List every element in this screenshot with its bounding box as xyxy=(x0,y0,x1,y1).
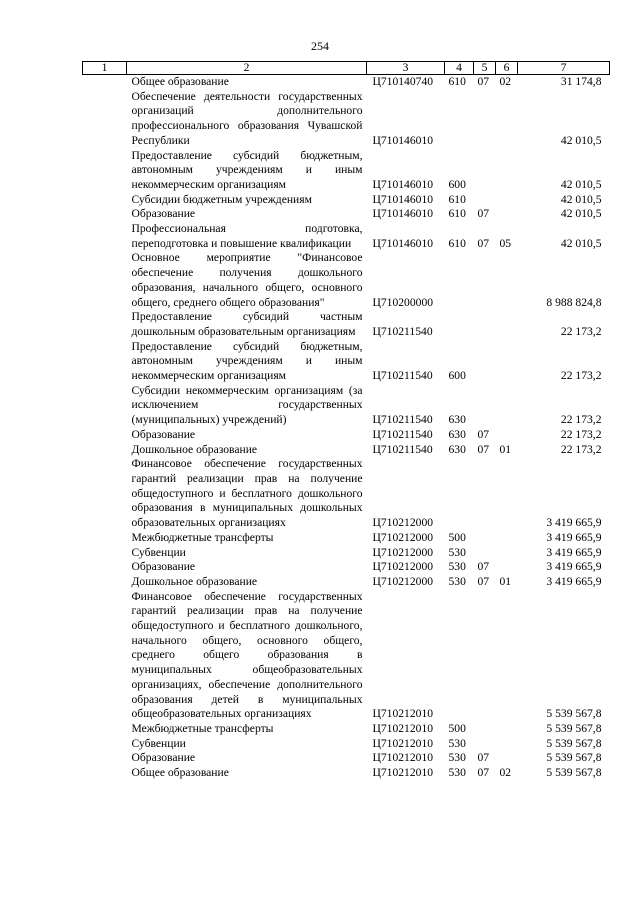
row-section xyxy=(474,384,496,428)
row-amount: 3 419 665,9 xyxy=(546,516,602,530)
row-target-code: Ц710212010 xyxy=(372,721,434,735)
row-section: 07 xyxy=(477,442,490,456)
row-amount: 42 010,5 xyxy=(560,236,602,250)
row-name: Предоставление субсидий бюджетным, автономным учреждениям и иным некоммерческим организациям xyxy=(131,148,363,191)
table-body xyxy=(83,75,610,781)
row-expense-type: 530 xyxy=(448,751,466,765)
row-section: 07 xyxy=(477,207,490,221)
row-expense-type: 630 xyxy=(448,442,466,456)
row-name: Предоставление субсидий частным дошкольным образовательным организациям xyxy=(131,310,363,338)
table-row xyxy=(83,428,610,443)
row-section: 07 xyxy=(477,560,490,574)
row-number-cell xyxy=(83,193,127,208)
row-name: Общее образование xyxy=(131,766,229,780)
row-amount: 22 173,2 xyxy=(560,427,602,441)
row-name: Основное мероприятие "Финансовое обеспечение получения дошкольного образования, начального общего, основного общего, среднего общего образования" xyxy=(131,251,363,309)
row-section xyxy=(474,737,496,752)
table-row xyxy=(83,575,610,590)
row-number-cell xyxy=(83,722,127,737)
budget-table xyxy=(82,61,610,781)
row-number-cell xyxy=(83,428,127,443)
row-subsection xyxy=(496,310,518,339)
row-target-code: Ц710212010 xyxy=(372,736,434,750)
table-row xyxy=(83,340,610,384)
row-target-code: Ц710146010 xyxy=(372,192,434,206)
row-amount: 22 173,2 xyxy=(560,324,602,338)
table-row xyxy=(83,722,610,737)
row-number-cell xyxy=(83,560,127,575)
row-name: Образование xyxy=(131,427,196,441)
row-subsection: 05 xyxy=(499,236,512,250)
row-target-code: Ц710146010 xyxy=(372,207,434,221)
row-amount: 5 539 567,8 xyxy=(546,721,602,735)
row-section xyxy=(474,722,496,737)
row-section: 07 xyxy=(477,75,490,88)
row-section xyxy=(474,546,496,561)
row-amount: 31 174,8 xyxy=(560,75,602,88)
table-row xyxy=(83,546,610,561)
row-target-code: Ц710140740 xyxy=(372,75,434,88)
row-name: Субсидии бюджетным учреждениям xyxy=(131,192,312,206)
row-subsection xyxy=(496,149,518,193)
row-expense-type: 610 xyxy=(448,192,466,206)
row-name: Обеспечение деятельности государственных организаций дополнительного профессионального образования Чувашской Республики xyxy=(131,89,363,147)
row-expense-type: 530 xyxy=(448,545,466,559)
table-row xyxy=(83,251,610,310)
row-name: Субвенции xyxy=(131,736,186,750)
row-subsection xyxy=(496,428,518,443)
row-subsection xyxy=(496,560,518,575)
table-row xyxy=(83,531,610,546)
row-expense-type: 630 xyxy=(448,413,466,427)
row-number-cell xyxy=(83,443,127,458)
row-expense-type: 600 xyxy=(448,177,466,191)
column-header-5: 5 xyxy=(474,62,496,75)
row-section xyxy=(474,531,496,546)
row-target-code: Ц710211540 xyxy=(372,427,433,441)
row-amount: 3 419 665,9 xyxy=(546,530,602,544)
row-subsection: 02 xyxy=(499,766,512,780)
row-subsection xyxy=(496,751,518,766)
row-number-cell xyxy=(83,207,127,222)
row-expense-type: 610 xyxy=(448,75,466,88)
row-expense-type xyxy=(445,310,474,339)
row-target-code: Ц710212010 xyxy=(372,707,434,721)
row-section xyxy=(474,193,496,208)
row-expense-type: 530 xyxy=(448,736,466,750)
row-target-code: Ц710211540 xyxy=(372,369,433,383)
row-target-code: Ц710211540 xyxy=(372,413,433,427)
table-row xyxy=(83,310,610,339)
row-section xyxy=(474,457,496,531)
page-number: 254 xyxy=(311,39,329,53)
row-target-code: Ц710212000 xyxy=(372,516,434,530)
row-target-code: Ц710212000 xyxy=(372,545,434,559)
row-number-cell xyxy=(83,149,127,193)
row-number-cell xyxy=(83,575,127,590)
row-amount: 3 419 665,9 xyxy=(546,545,602,559)
row-name: Предоставление субсидий бюджетным, автономным учреждениям и иным некоммерческим организациям xyxy=(131,339,363,383)
row-target-code: Ц710212000 xyxy=(372,530,434,544)
row-target-code: Ц710146010 xyxy=(372,133,434,147)
row-section xyxy=(474,149,496,193)
row-name: Профессиональная подготовка, переподготовка и повышение квалификации xyxy=(131,222,363,250)
row-subsection xyxy=(496,722,518,737)
row-subsection xyxy=(496,457,518,531)
table-header-row xyxy=(83,62,610,75)
row-target-code: Ц710200000 xyxy=(372,295,434,309)
row-name: Субсидии некоммерческим организациям (за исключением государственных (муниципальных) учреждений) xyxy=(131,383,363,427)
row-subsection: 02 xyxy=(499,75,512,88)
row-subsection: 01 xyxy=(499,442,512,456)
row-subsection xyxy=(496,590,518,722)
row-amount: 42 010,5 xyxy=(560,192,602,206)
row-amount: 8 988 824,8 xyxy=(546,295,602,309)
row-target-code: Ц710212000 xyxy=(372,574,434,588)
column-header-1: 1 xyxy=(83,62,127,75)
row-subsection xyxy=(496,193,518,208)
row-name: Образование xyxy=(131,751,196,765)
table-row xyxy=(83,90,610,149)
row-name: Межбюджетные трансферты xyxy=(131,530,274,544)
row-name: Образование xyxy=(131,560,196,574)
row-target-code: Ц710211540 xyxy=(372,442,433,456)
row-subsection xyxy=(496,531,518,546)
table-row xyxy=(83,560,610,575)
row-amount: 22 173,2 xyxy=(560,369,602,383)
row-amount: 5 539 567,8 xyxy=(546,707,602,721)
row-number-cell xyxy=(83,737,127,752)
row-name: Образование xyxy=(131,207,196,221)
row-name: Субвенции xyxy=(131,545,186,559)
row-target-code: Ц710211540 xyxy=(372,324,433,338)
row-subsection xyxy=(496,251,518,310)
row-name: Межбюджетные трансферты xyxy=(131,721,274,735)
row-section: 07 xyxy=(477,766,490,780)
column-header-7: 7 xyxy=(518,62,610,75)
table-row xyxy=(83,149,610,193)
row-section: 07 xyxy=(477,751,490,765)
table-row xyxy=(83,737,610,752)
row-expense-type: 600 xyxy=(448,369,466,383)
row-section: 07 xyxy=(477,574,490,588)
row-amount: 42 010,5 xyxy=(560,133,602,147)
row-number-cell xyxy=(83,546,127,561)
row-name: Финансовое обеспечение государственных гарантий реализации прав на получение общедоступного и бесплатного дошкольного, начального общего, основного общего, среднего общего образования в муниципальных общеобразовательных организациях, обеспечение дополнительного образования детей в муниципальных общеобразовательных организациях xyxy=(131,589,363,721)
row-number-cell xyxy=(83,90,127,149)
row-target-code: Ц710212000 xyxy=(372,560,434,574)
column-header-4: 4 xyxy=(445,62,474,75)
row-name: Дошкольное образование xyxy=(131,442,258,456)
row-name: Общее образование xyxy=(131,75,229,88)
row-number-cell xyxy=(83,384,127,428)
row-expense-type xyxy=(445,251,474,310)
row-amount: 3 419 665,9 xyxy=(546,574,602,588)
table-row xyxy=(83,193,610,208)
row-amount: 42 010,5 xyxy=(560,207,602,221)
row-amount: 3 419 665,9 xyxy=(546,560,602,574)
row-section: 07 xyxy=(477,236,490,250)
row-number-cell xyxy=(83,766,127,781)
row-expense-type xyxy=(445,90,474,149)
row-subsection xyxy=(496,90,518,149)
row-section: 07 xyxy=(477,427,490,441)
table-row xyxy=(83,222,610,251)
row-amount: 22 173,2 xyxy=(560,413,602,427)
row-number-cell xyxy=(83,75,127,90)
row-section xyxy=(474,590,496,722)
row-subsection: 01 xyxy=(499,574,512,588)
row-subsection xyxy=(496,384,518,428)
row-subsection xyxy=(496,207,518,222)
row-subsection xyxy=(496,546,518,561)
row-expense-type: 500 xyxy=(448,530,466,544)
table-row xyxy=(83,751,610,766)
row-expense-type: 610 xyxy=(448,236,466,250)
row-amount: 5 539 567,8 xyxy=(546,751,602,765)
row-name: Дошкольное образование xyxy=(131,574,258,588)
row-section xyxy=(474,310,496,339)
row-expense-type: 630 xyxy=(448,427,466,441)
column-header-3: 3 xyxy=(367,62,445,75)
row-number-cell xyxy=(83,251,127,310)
row-amount: 5 539 567,8 xyxy=(546,736,602,750)
row-expense-type xyxy=(445,457,474,531)
row-subsection xyxy=(496,737,518,752)
row-expense-type xyxy=(445,590,474,722)
table-row xyxy=(83,590,610,722)
row-number-cell xyxy=(83,340,127,384)
row-target-code: Ц710146010 xyxy=(372,177,434,191)
table-row xyxy=(83,457,610,531)
row-number-cell xyxy=(83,751,127,766)
row-expense-type: 500 xyxy=(448,721,466,735)
row-number-cell xyxy=(83,590,127,722)
row-section xyxy=(474,251,496,310)
row-amount: 5 539 567,8 xyxy=(546,766,602,780)
column-header-6: 6 xyxy=(496,62,518,75)
row-number-cell xyxy=(83,222,127,251)
table-row xyxy=(83,766,610,781)
column-header-2: 2 xyxy=(127,62,367,75)
row-amount: 42 010,5 xyxy=(560,177,602,191)
table-row xyxy=(83,75,610,90)
row-number-cell xyxy=(83,531,127,546)
row-target-code: Ц710212010 xyxy=(372,766,434,780)
row-expense-type: 530 xyxy=(448,766,466,780)
row-expense-type: 610 xyxy=(448,207,466,221)
row-name: Финансовое обеспечение государственных гарантий реализации прав на получение общедоступного и бесплатного дошкольного образования в муниципальных дошкольных образовательных организациях xyxy=(131,457,363,530)
row-target-code: Ц710212010 xyxy=(372,751,434,765)
row-section xyxy=(474,340,496,384)
row-section xyxy=(474,90,496,149)
row-amount: 22 173,2 xyxy=(560,442,602,456)
row-number-cell xyxy=(83,310,127,339)
row-subsection xyxy=(496,340,518,384)
row-number-cell xyxy=(83,457,127,531)
row-expense-type: 530 xyxy=(448,574,466,588)
row-expense-type: 530 xyxy=(448,560,466,574)
table-row xyxy=(83,443,610,458)
table-row xyxy=(83,207,610,222)
row-target-code: Ц710146010 xyxy=(372,236,434,250)
table-row xyxy=(83,384,610,428)
